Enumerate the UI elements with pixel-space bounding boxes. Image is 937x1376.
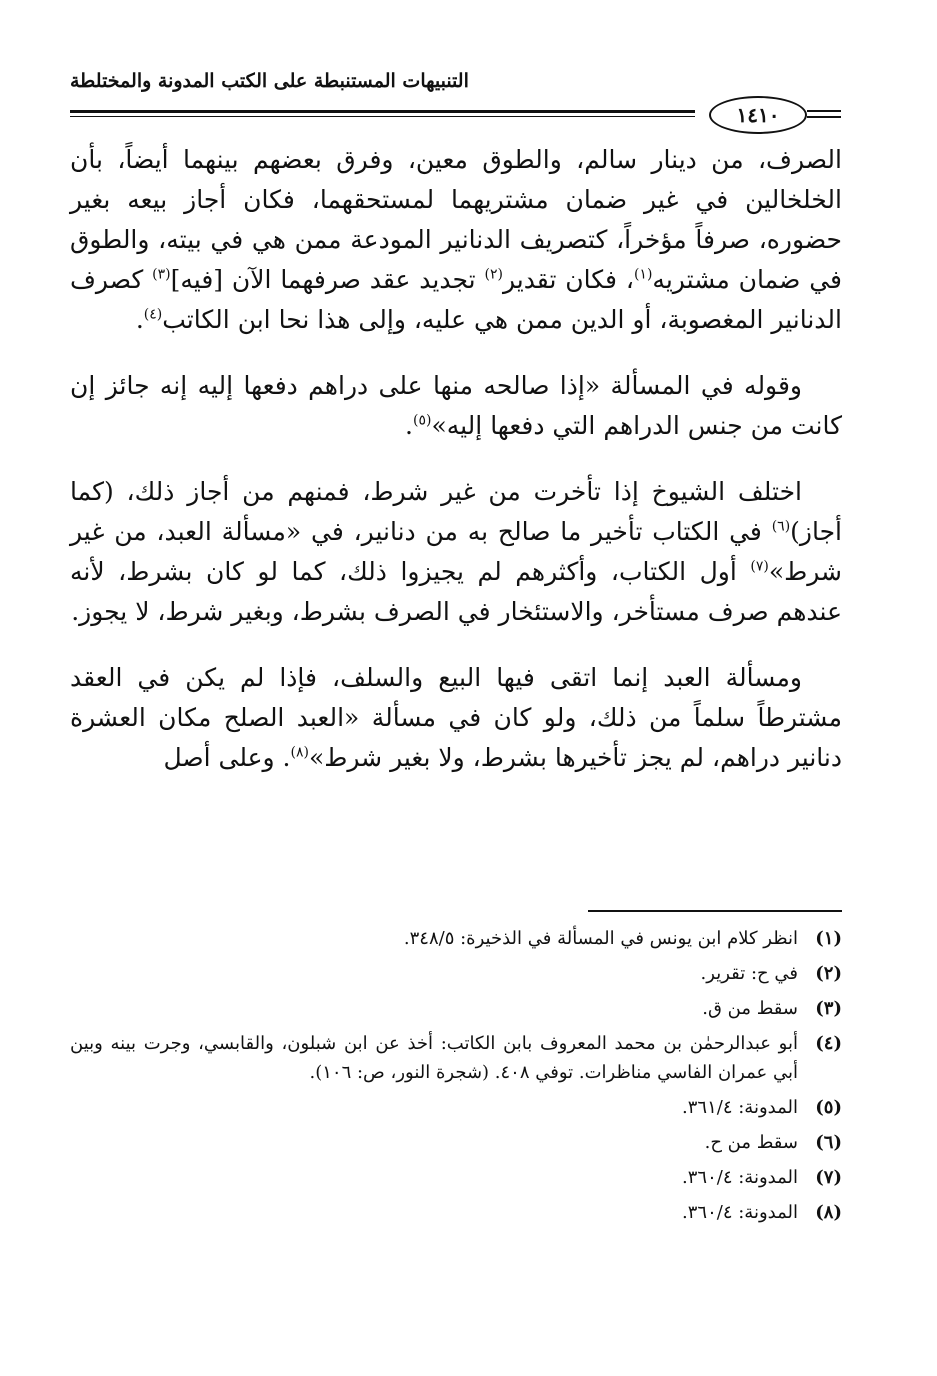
footnote-ref-3[interactable]: (٣) bbox=[152, 266, 171, 283]
paragraph-4 bbox=[70, 658, 842, 778]
page-number-tail-line bbox=[807, 116, 841, 118]
page-number: ١٤١٠ bbox=[709, 96, 807, 134]
footnote-text: أبو عبدالرحمٰن بن محمد المعروف بابن الكاتب: أخذ عن ابن شبلون، والقابسي، وجرت بينه وبين أبي عمران الفاسي مناظرات. توفي ٤٠٨. (شجرة النور، ص: ١٠٦). bbox=[70, 1033, 798, 1083]
footnote-number: (٧) bbox=[815, 1167, 842, 1188]
footnote bbox=[70, 959, 842, 988]
text-run: . bbox=[405, 411, 413, 440]
page-number-ornament bbox=[695, 96, 845, 134]
footnote-ref-4[interactable]: (٤) bbox=[143, 306, 163, 323]
paragraph-1 bbox=[70, 140, 842, 340]
footnote-text: سقط من ق. bbox=[702, 998, 798, 1019]
text-run: أول الكتاب، وأكثرهم لم يجيزوا ذلك، كما لو كان بشرط، لأنه عندهم صرف مستأخر، والاستئخار في الصرف بشرط، وبغير شرط، لا يجوز. bbox=[70, 557, 842, 626]
text-run: تجديد عقد صرفهما الآن [فيه] bbox=[170, 265, 485, 294]
text-run: ومسألة العبد إنما اتقى فيها البيع والسلف، فإذا لم يكن في العقد مشترطاً سلماً من ذلك، ولو كان في مسألة «العبد الصلح مكان العشرة دنانير دراهم، لم يجز تأخيرها بشرط، ولا بغير شرط» bbox=[70, 663, 842, 772]
footnote-number: (٤) bbox=[815, 1033, 842, 1054]
footnote-ref-7[interactable]: (٧) bbox=[750, 558, 769, 575]
text-run: وقوله في المسألة «إذا صالحه منها على دراهم دفعها إليه إنه جائز إن كانت من جنس الدراهم التي دفعها إليه» bbox=[70, 371, 842, 440]
footnote-ref-5[interactable]: (٥) bbox=[412, 412, 432, 429]
paragraph-2 bbox=[70, 366, 842, 446]
footnote-text: سقط من ح. bbox=[704, 1132, 798, 1153]
footnote-number: (٨) bbox=[815, 1202, 842, 1223]
footnote-ref-2[interactable]: (٢) bbox=[484, 266, 503, 283]
footnote-text: في ح: تقرير. bbox=[700, 963, 798, 984]
page-number-tail-line bbox=[807, 110, 841, 112]
footnote bbox=[70, 1198, 842, 1227]
footnote bbox=[70, 1093, 842, 1122]
footnote bbox=[70, 994, 842, 1023]
footnote-ref-1[interactable]: (١) bbox=[633, 266, 653, 283]
text-run: ، فكان تقدير bbox=[502, 265, 634, 294]
text-run: كصرف الدنانير المغصوبة، أو الدين ممن هي عليه، وإلى هذا نحا ابن الكاتب bbox=[70, 265, 842, 334]
footnote-ref-8[interactable]: (٨) bbox=[290, 744, 309, 761]
paragraph-3 bbox=[70, 472, 842, 632]
footnote bbox=[70, 924, 842, 953]
footnote-text: المدونة: ٣٦٠/٤. bbox=[682, 1167, 798, 1188]
footnote-separator bbox=[588, 910, 842, 912]
text-run: الصرف، من دينار سالم، والطوق معين، وفرق بعضهم بينهما أيضاً، بأن الخلخالين في غير ضمان مشتريهما لمستحقهما، فكان أجاز بيعه بغير حضوره، صرفاً مؤخراً، كتصريف الدنانير المودعة ممن هي في بيته، والطوق في ضمان مشتريه bbox=[70, 145, 842, 294]
footnote-number: (٢) bbox=[815, 963, 842, 984]
text-run: . وعلى أصل bbox=[163, 743, 291, 772]
text-run: . bbox=[135, 305, 144, 334]
text-run: اختلف الشيوخ إذا تأخرت من غير شرط، فمنهم من أجاز ذلك، (كما أجاز) bbox=[70, 477, 842, 546]
footnotes bbox=[70, 924, 842, 1233]
footnote-text: المدونة: ٣٦١/٤. bbox=[682, 1097, 798, 1118]
footnote-ref-6[interactable]: (٦) bbox=[771, 518, 791, 535]
footnote-text: انظر كلام ابن يونس في المسألة في الذخيرة: ٣٤٨/٥. bbox=[403, 928, 798, 949]
footnote-text: المدونة: ٣٦٠/٤. bbox=[682, 1202, 798, 1223]
footnote bbox=[70, 1163, 842, 1192]
footnote-number: (١) bbox=[815, 928, 842, 949]
text-run: في الكتاب تأخير ما صالح به من دنانير، في «مسألة العبد، من غير شرط» bbox=[70, 517, 842, 586]
footnote bbox=[70, 1029, 842, 1087]
main-text bbox=[70, 140, 842, 804]
footnote-number: (٦) bbox=[815, 1132, 842, 1153]
footnote bbox=[70, 1128, 842, 1157]
footnote-number: (٥) bbox=[815, 1097, 842, 1118]
footnote-number: (٣) bbox=[815, 998, 842, 1019]
running-title: التنبيهات المستنبطة على الكتب المدونة والمختلطة bbox=[70, 70, 469, 92]
